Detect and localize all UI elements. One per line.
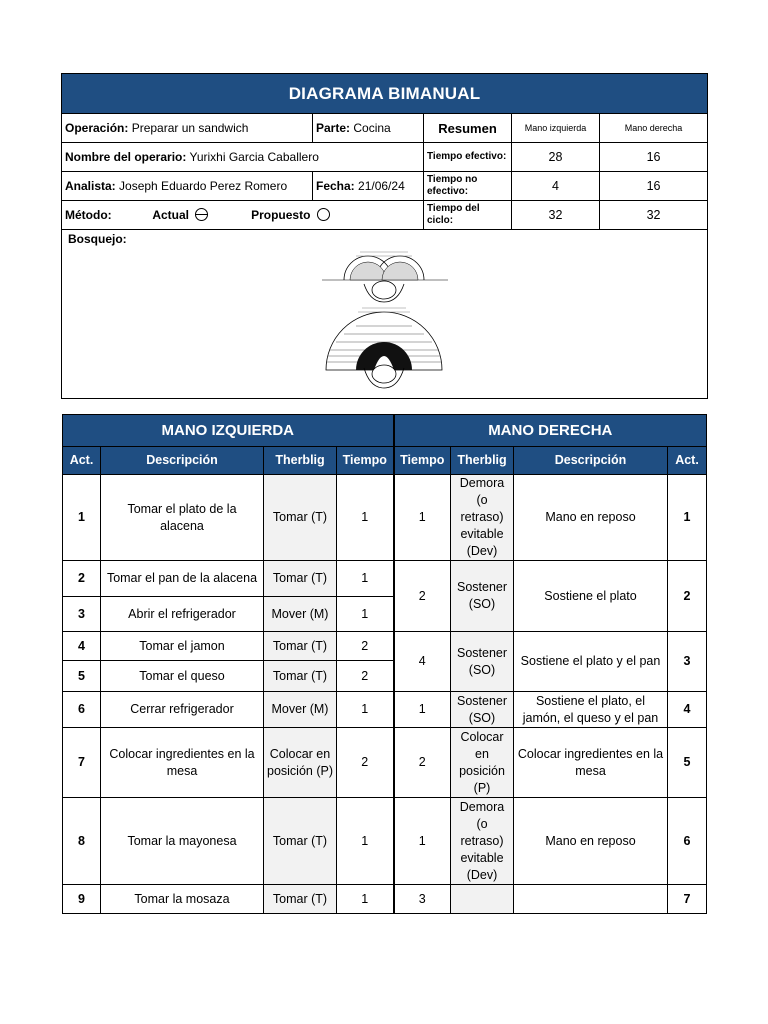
- document-title: DIAGRAMA BIMANUAL: [62, 74, 708, 114]
- table-row: [63, 632, 707, 661]
- operario-label: Nombre del operario:: [65, 150, 187, 164]
- right-tiempo: 2: [394, 561, 451, 632]
- bosquejo-cell: [62, 230, 708, 399]
- right-hand-title: MANO DERECHA: [394, 415, 707, 447]
- resumen-right-value: 16: [600, 172, 708, 201]
- col-tiempo: Tiempo: [394, 447, 451, 475]
- table-row: [63, 728, 707, 798]
- right-act: 3: [668, 632, 707, 692]
- left-therblig: Tomar (T): [264, 475, 337, 561]
- parte-cell: [313, 114, 424, 143]
- resumen-row-label: Tiempo efectivo:: [424, 143, 512, 172]
- resumen-right-value: 16: [600, 143, 708, 172]
- fecha-value: 21/06/24: [358, 179, 405, 193]
- resumen-row-label: Tiempo no efectivo:: [424, 172, 512, 201]
- resumen-col-left: Mano izquierda: [512, 114, 600, 143]
- left-tiempo: 1: [337, 561, 394, 597]
- left-desc: Tomar el queso: [101, 661, 264, 692]
- right-act: 2: [668, 561, 707, 632]
- parte-label: Parte:: [316, 121, 351, 135]
- left-desc: Abrir el refrigerador: [101, 597, 264, 632]
- col-act: Act.: [668, 447, 707, 475]
- left-act: 5: [63, 661, 101, 692]
- left-act: 1: [63, 475, 101, 561]
- left-therblig: Colocar en posición (P): [264, 728, 337, 798]
- left-desc: Colocar ingredientes en la mesa: [101, 728, 264, 798]
- right-act: 7: [668, 885, 707, 914]
- left-tiempo: 1: [337, 885, 394, 914]
- right-desc: [514, 885, 668, 914]
- right-desc: Sostiene el plato, el jamón, el queso y el pan: [514, 692, 668, 728]
- right-tiempo: 1: [394, 475, 451, 561]
- left-act: 4: [63, 632, 101, 661]
- actual-checked-icon: [195, 208, 208, 221]
- left-therblig: Tomar (T): [264, 632, 337, 661]
- right-tiempo: 4: [394, 632, 451, 692]
- right-desc: Mano en reposo: [514, 475, 668, 561]
- metodo-cell: [62, 201, 424, 230]
- left-therblig: Tomar (T): [264, 661, 337, 692]
- left-therblig: Mover (M): [264, 597, 337, 632]
- left-therblig: Tomar (T): [264, 798, 337, 885]
- right-tiempo: 3: [394, 885, 451, 914]
- left-act: 7: [63, 728, 101, 798]
- analista-cell: [62, 172, 313, 201]
- header-table: [61, 73, 708, 399]
- operacion-cell: [62, 114, 313, 143]
- left-act: 3: [63, 597, 101, 632]
- table-row: [63, 798, 707, 885]
- left-desc: Tomar el jamon: [101, 632, 264, 661]
- operario-value: Yurixhi Garcia Caballero: [189, 150, 319, 164]
- resumen-left-value: 28: [512, 143, 600, 172]
- resumen-right-value: 32: [600, 201, 708, 230]
- right-tiempo: 1: [394, 692, 451, 728]
- left-therblig: Tomar (T): [264, 561, 337, 597]
- right-act: 1: [668, 475, 707, 561]
- col-descripcion: Descripción: [514, 447, 668, 475]
- left-tiempo: 2: [337, 632, 394, 661]
- left-act: 8: [63, 798, 101, 885]
- left-act: 9: [63, 885, 101, 914]
- right-desc: Sostiene el plato y el pan: [514, 632, 668, 692]
- resumen-left-value: 32: [512, 201, 600, 230]
- bimanual-table: [62, 414, 707, 914]
- left-hand-title: MANO IZQUIERDA: [63, 415, 394, 447]
- left-tiempo: 1: [337, 597, 394, 632]
- right-therblig: Sostener (SO): [451, 692, 514, 728]
- right-act: 6: [668, 798, 707, 885]
- propuesto-unchecked-icon: [317, 208, 330, 221]
- right-therblig: Sostener (SO): [451, 632, 514, 692]
- left-therblig: Mover (M): [264, 692, 337, 728]
- col-descripcion: Descripción: [101, 447, 264, 475]
- right-desc: Mano en reposo: [514, 798, 668, 885]
- operario-cell: [62, 143, 424, 172]
- parte-value: Cocina: [353, 121, 391, 135]
- table-row: [63, 885, 707, 914]
- analista-value: Joseph Eduardo Perez Romero: [119, 179, 288, 193]
- table-row: [63, 475, 707, 561]
- left-desc: Tomar el pan de la alacena: [101, 561, 264, 597]
- col-therblig: Therblig: [264, 447, 337, 475]
- right-tiempo: 2: [394, 728, 451, 798]
- right-tiempo: 1: [394, 798, 451, 885]
- resumen-row-label: Tiempo del ciclo:: [424, 201, 512, 230]
- resumen-left-value: 4: [512, 172, 600, 201]
- metodo-label: Método:: [65, 208, 112, 222]
- table-row: [63, 561, 707, 597]
- right-act: 5: [668, 728, 707, 798]
- right-act: 4: [668, 692, 707, 728]
- left-tiempo: 2: [337, 728, 394, 798]
- left-therblig: Tomar (T): [264, 885, 337, 914]
- operacion-label: Operación:: [65, 121, 129, 135]
- left-tiempo: 2: [337, 661, 394, 692]
- left-tiempo: 1: [337, 692, 394, 728]
- left-desc: Cerrar refrigerador: [101, 692, 264, 728]
- right-therblig: [451, 885, 514, 914]
- left-tiempo: 1: [337, 798, 394, 885]
- resumen-label: Resumen: [424, 114, 512, 143]
- left-desc: Tomar el plato de la alacena: [101, 475, 264, 561]
- right-desc: Sostiene el plato: [514, 561, 668, 632]
- left-act: 2: [63, 561, 101, 597]
- fecha-label: Fecha:: [316, 179, 355, 193]
- actual-label: Actual: [152, 208, 190, 222]
- col-act: Act.: [63, 447, 101, 475]
- col-therblig: Therblig: [451, 447, 514, 475]
- left-act: 6: [63, 692, 101, 728]
- analista-label: Analista:: [65, 179, 116, 193]
- work-area-sketch-icon: [320, 246, 450, 390]
- right-therblig: Sostener (SO): [451, 561, 514, 632]
- left-tiempo: 1: [337, 475, 394, 561]
- operacion-value: Preparar un sandwich: [131, 121, 249, 135]
- right-desc: Colocar ingredientes en la mesa: [514, 728, 668, 798]
- right-therblig: Colocar en posición (P): [451, 728, 514, 798]
- fecha-cell: [313, 172, 424, 201]
- left-desc: Tomar la mosaza: [101, 885, 264, 914]
- right-therblig: Demora (o retraso) evitable (Dev): [451, 798, 514, 885]
- col-tiempo: Tiempo: [337, 447, 394, 475]
- propuesto-label: Propuesto: [251, 208, 311, 222]
- table-row: [63, 692, 707, 728]
- bosquejo-label: Bosquejo:: [68, 232, 127, 246]
- resumen-col-right: Mano derecha: [600, 114, 708, 143]
- left-desc: Tomar la mayonesa: [101, 798, 264, 885]
- right-therblig: Demora (o retraso) evitable (Dev): [451, 475, 514, 561]
